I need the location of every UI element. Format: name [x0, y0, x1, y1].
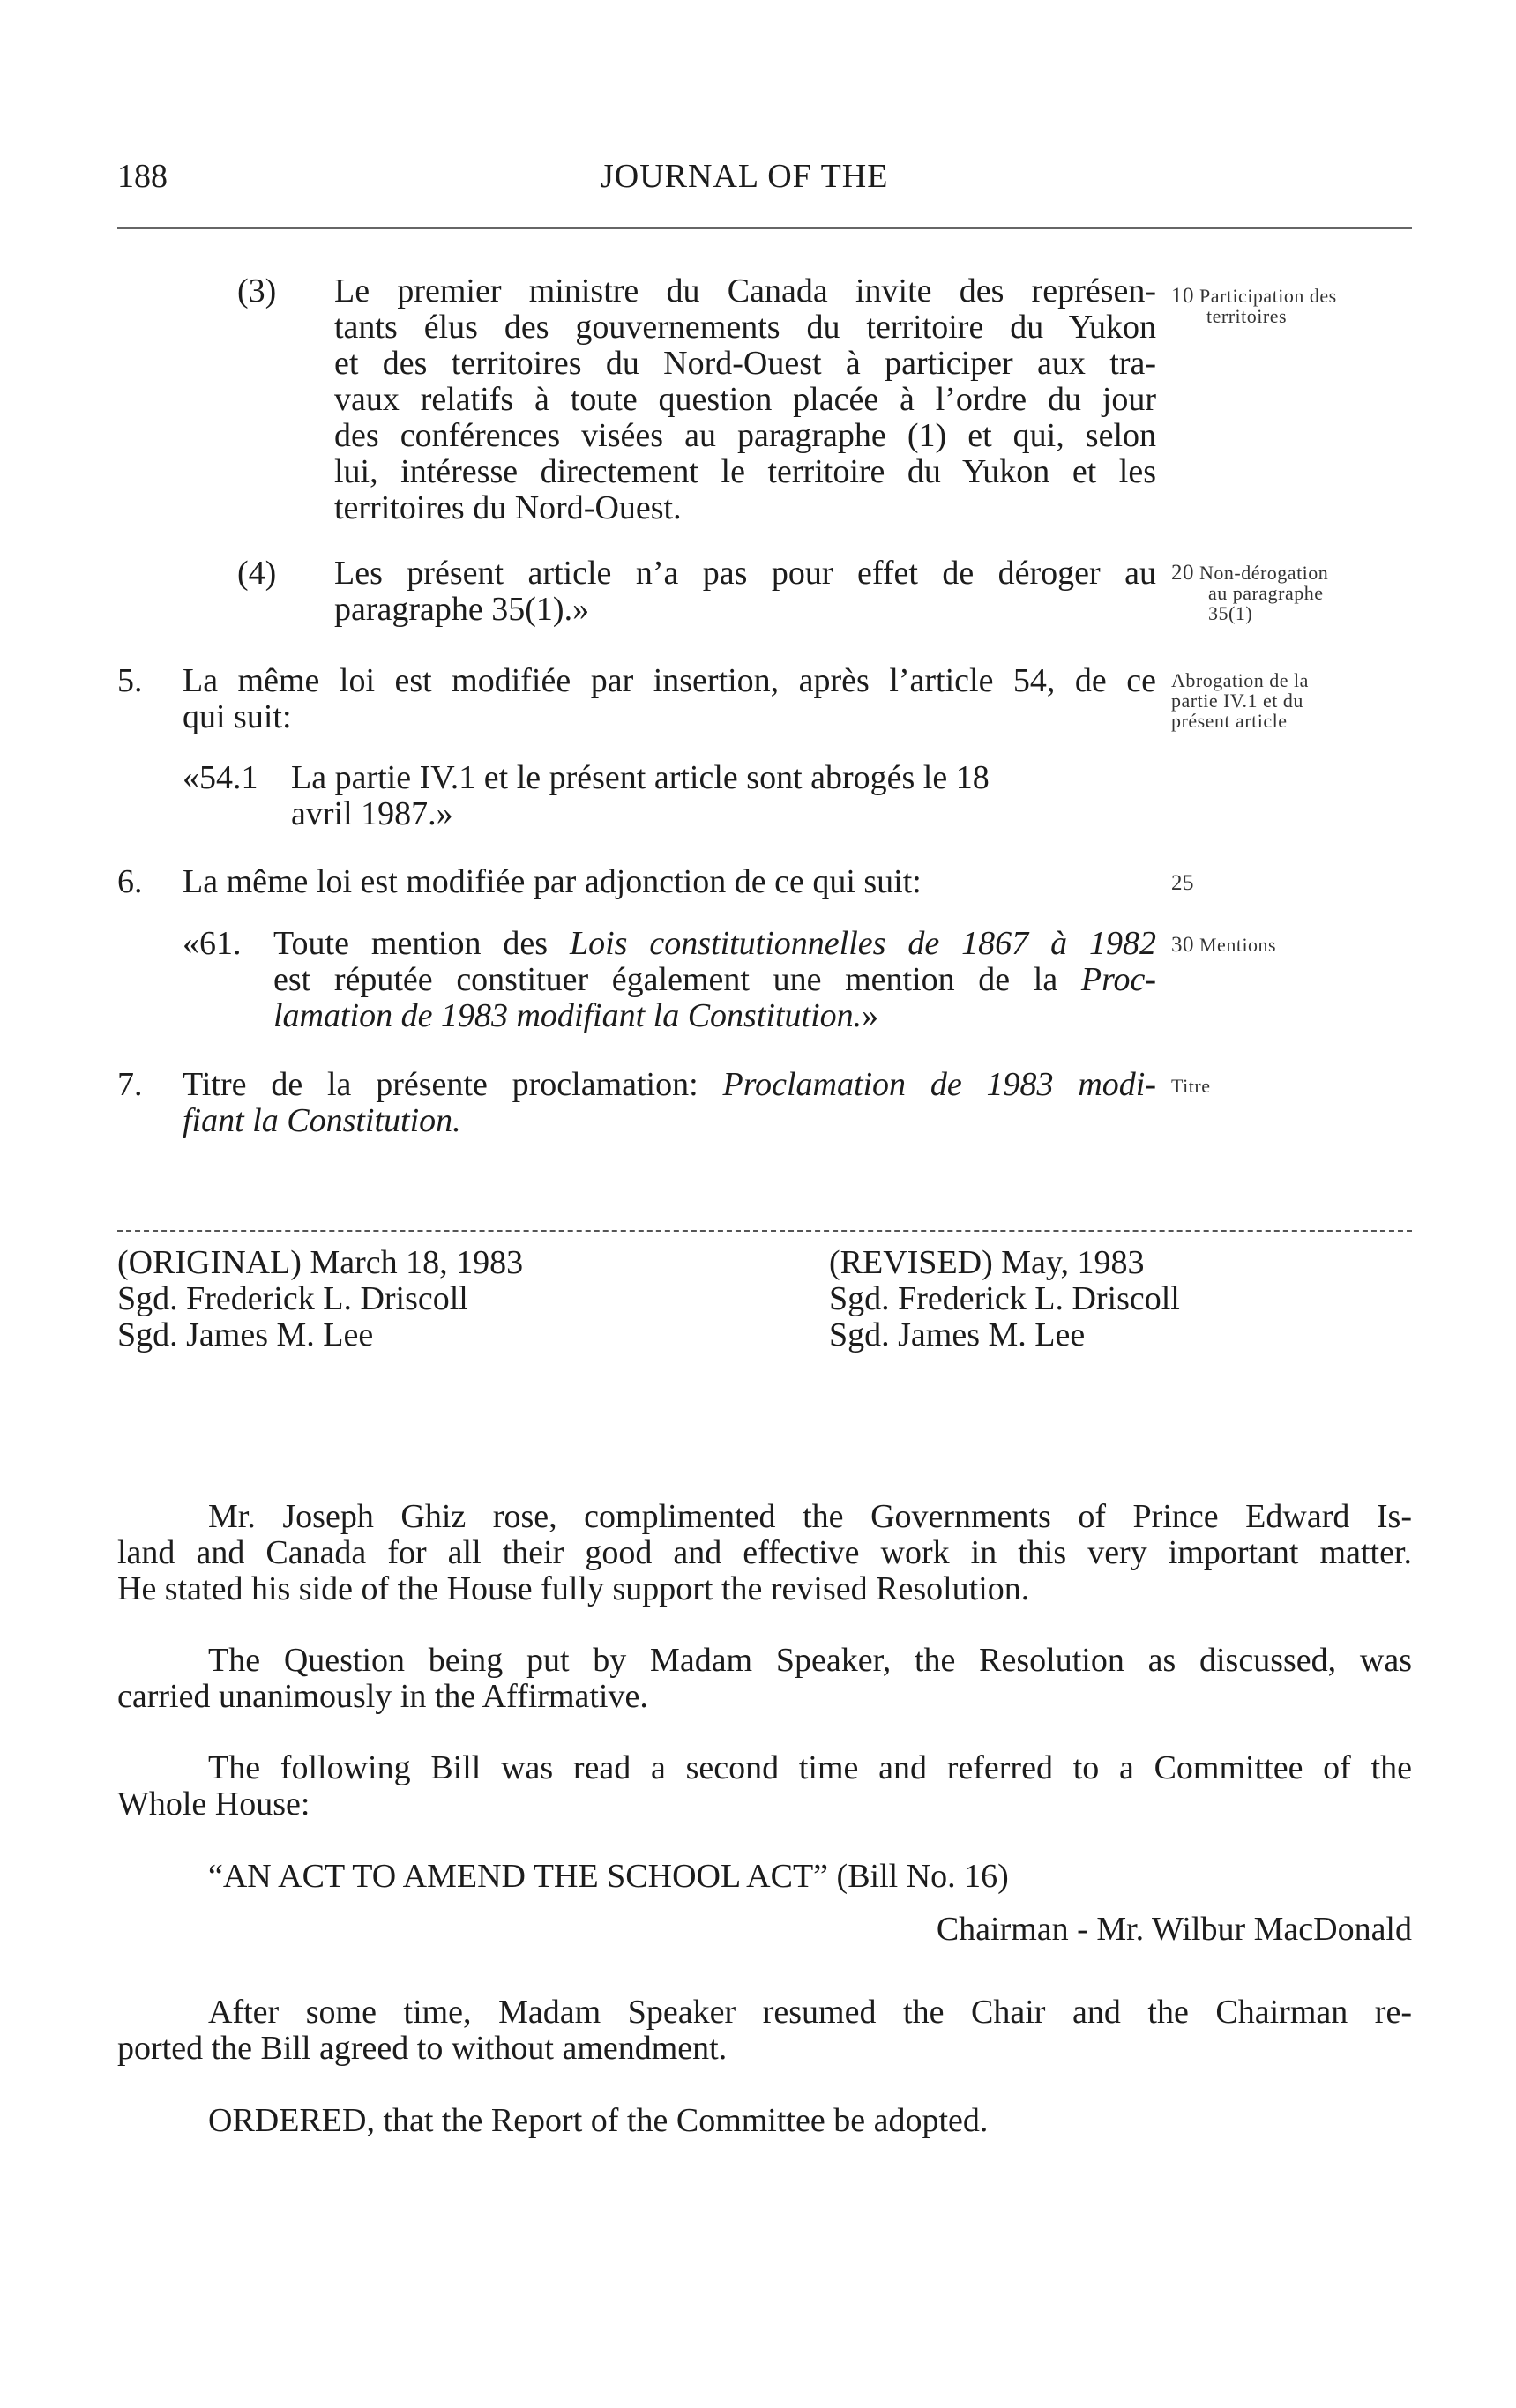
text-run: »: [862, 997, 879, 1034]
clause-line: et des territoires du Nord-Ouest à participer aux tra-: [334, 345, 1156, 382]
paragraph-line: carried unanimously in the Affirmative.: [117, 1678, 648, 1715]
clause-line: lui, intéresse directement le territoire du Yukon et les: [334, 453, 1156, 490]
paragraph-ghiz: [117, 1499, 1412, 1607]
clause-line: [273, 998, 1156, 1034]
clause-line: [273, 926, 1156, 962]
clause-body: [291, 759, 990, 832]
margin-note-line: Abrogation de la: [1171, 669, 1309, 691]
paragraph-line: Whole House:: [117, 1785, 310, 1823]
paragraph-line: The following Bill was read a second time and referred to a Committee of the: [208, 1749, 1412, 1786]
line-number: 30: [1171, 933, 1194, 957]
signature-block-original: [117, 1245, 523, 1353]
line-number: 10: [1171, 284, 1194, 308]
margin-note-text: Non-dérogation: [1199, 562, 1329, 584]
margin-note-text: Participation des: [1199, 285, 1337, 307]
paragraph-line: Mr. Joseph Ghiz rose, complimented the Governments of Prince Edward Is-: [208, 1498, 1412, 1535]
clause-line: qui suit:: [183, 698, 292, 735]
line-number: 20: [1171, 561, 1194, 585]
signature-line: Sgd. James M. Lee: [117, 1316, 374, 1353]
italic-run: Lois constitutionnelles de 1867 à 1982: [569, 925, 1156, 962]
italic-run: lamation de 1983 modifiant la Constitution.: [273, 997, 863, 1034]
line-number: 25: [1171, 871, 1194, 895]
clause-line: paragraphe 35(1).»: [334, 591, 590, 628]
paragraph-report: [117, 1994, 1412, 2067]
italic-run: Proc-: [1080, 961, 1156, 998]
clause-body: [334, 273, 1156, 526]
header-rule: [117, 227, 1412, 229]
margin-note-participation: [1171, 286, 1337, 326]
italic-run: fiant la Constitution.: [183, 1102, 461, 1139]
clause-line: La partie IV.1 et le présent article sont abrogés le 18: [291, 759, 990, 796]
clause-number: 5.: [117, 662, 143, 699]
margin-note-titre: [1171, 1076, 1210, 1096]
clause-number: «61.: [183, 925, 242, 962]
italic-run: Proclamation de 1983 modi-: [722, 1066, 1156, 1103]
margin-note-line: Titre: [1171, 1075, 1211, 1097]
clause-line: Les présent article n’a pas pour effet de déroger au: [334, 555, 1156, 592]
signature-line: (ORIGINAL) March 18, 1983: [117, 1244, 524, 1281]
paragraph-line: ported the Bill agreed to without amendment.: [117, 2030, 728, 2067]
paragraph-line: After some time, Madam Speaker resumed the Chair and the Chairman re-: [208, 1994, 1412, 2031]
paragraph-line: The Question being put by Madam Speaker, the Resolution as discussed, was: [208, 1642, 1412, 1679]
bill-title: [117, 1859, 1412, 1895]
clause-line: [183, 1067, 1156, 1103]
clause-body: [334, 555, 1156, 628]
clause-body: [183, 663, 1156, 735]
page-header: [117, 157, 1412, 198]
paragraph-bill: [117, 1750, 1412, 1823]
signature-block-revised: [829, 1245, 1180, 1353]
signature-line: Sgd. Frederick L. Driscoll: [117, 1280, 468, 1317]
clause-line: territoires du Nord-Ouest.: [334, 489, 682, 526]
margin-note-line: [1171, 935, 1276, 955]
clause-number: 7.: [117, 1066, 143, 1103]
paragraph-line: ORDERED, that the Report of the Committee be adopted.: [208, 2102, 989, 2139]
clause-number: 6.: [117, 863, 143, 900]
margin-note-line: [1171, 286, 1337, 306]
margin-note-line: partie IV.1 et du: [1171, 690, 1303, 712]
clause-body: [183, 1067, 1156, 1139]
chairman-text: Chairman - Mr. Wilbur MacDonald: [936, 1911, 1412, 1948]
margin-note-line: 35(1): [1208, 602, 1253, 624]
clause-line: des conférences visées au paragraphe (1) et qui, selon: [334, 417, 1156, 454]
clause-number: (4): [237, 555, 277, 592]
margin-note-line: territoires: [1206, 305, 1288, 327]
bill-title-text: “AN ACT TO AMEND THE SCHOOL ACT” (Bill No. 16): [208, 1858, 1009, 1895]
clause-line: [183, 1103, 1156, 1139]
signature-line: (REVISED) May, 1983: [829, 1244, 1145, 1281]
running-head: JOURNAL OF THE: [601, 158, 889, 195]
margin-note-line: [1171, 563, 1328, 583]
text-run: est réputée constituer également une mention de la: [273, 961, 1081, 998]
margin-note-abrogation: [1171, 670, 1309, 731]
clause-line: vaux relatifs à toute question placée à l’ordre du jour: [334, 381, 1156, 418]
clause-line: La même loi est modifiée par adjonction de ce qui suit:: [183, 863, 922, 900]
margin-note-text: Mentions: [1199, 934, 1277, 956]
paragraph-line: He stated his side of the House fully support the revised Resolution.: [117, 1570, 1030, 1607]
paragraph-ordered: [117, 2103, 1412, 2139]
signature-line: Sgd. James M. Lee: [829, 1316, 1086, 1353]
clause-line: Le premier ministre du Canada invite des représen-: [334, 272, 1156, 309]
margin-note-line: au paragraphe: [1208, 582, 1324, 604]
margin-note-non-derogation: [1171, 563, 1328, 623]
clause-body: [183, 864, 1156, 900]
text-run: Titre de la présente proclamation:: [183, 1066, 723, 1103]
clause-line: avril 1987.»: [291, 795, 453, 832]
chairman-line: [117, 1912, 1412, 1948]
margin-note-mentions: [1171, 935, 1276, 955]
clause-number: (3): [237, 272, 277, 309]
margin-note-line: présent article: [1171, 710, 1288, 732]
paragraph-question: [117, 1643, 1412, 1715]
signature-line: Sgd. Frederick L. Driscoll: [829, 1280, 1180, 1317]
dashed-separator: [117, 1230, 1412, 1232]
paragraph-line: land and Canada for all their good and effective work in this very important matter.: [117, 1534, 1412, 1571]
text-run: Toute mention des: [273, 925, 570, 962]
clause-number: «54.1: [183, 759, 258, 796]
page-number: 188: [117, 158, 168, 195]
margin-note-25: [1171, 873, 1194, 893]
clause-line: tants élus des gouvernements du territoire du Yukon: [334, 309, 1156, 346]
clause-line: La même loi est modifiée par insertion, après l’article 54, de ce: [183, 662, 1156, 699]
clause-body: [273, 926, 1156, 1034]
clause-line: [273, 962, 1156, 998]
